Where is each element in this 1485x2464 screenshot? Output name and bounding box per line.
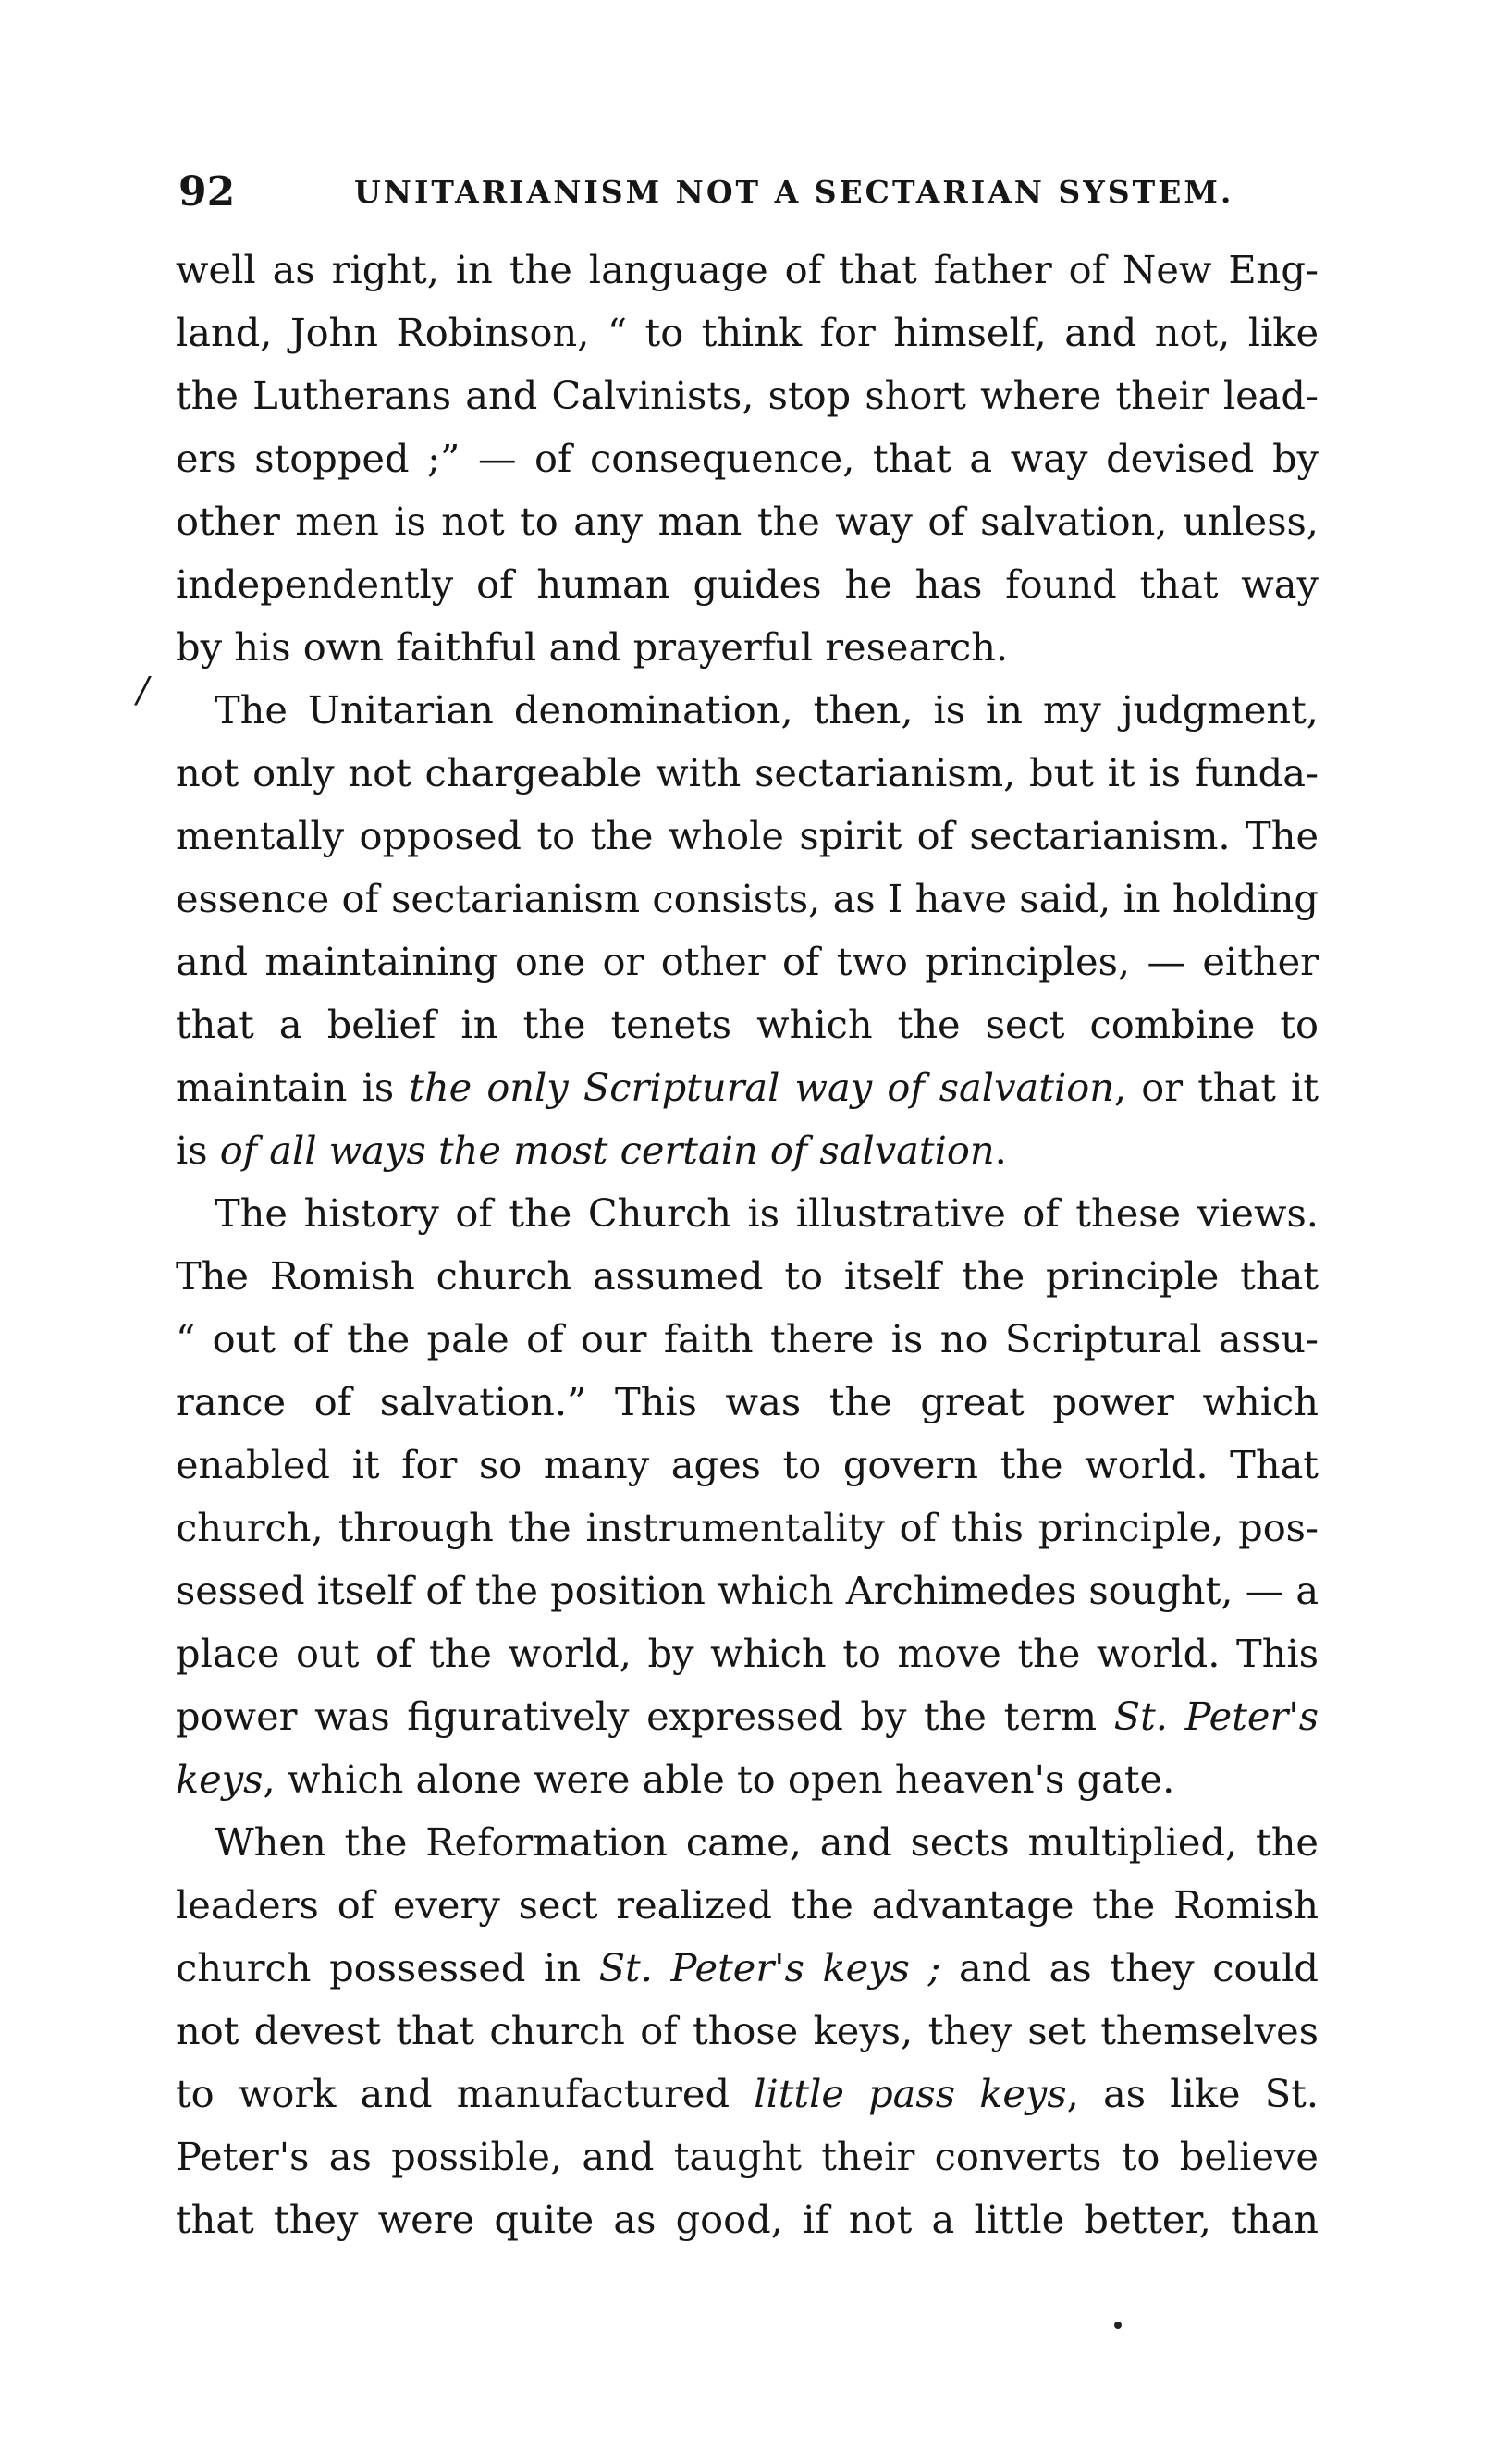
running-head	[178, 165, 1316, 220]
text-line: “ out of the pale of our faith there is no Scriptural assu-	[176, 1316, 1319, 1361]
ink-speck	[1114, 2322, 1122, 2329]
text-line: not devest that church of those keys, they set themselves	[176, 2008, 1319, 2053]
paragraph-first-line: When the Reformation came, and sects multiplied, the	[215, 1819, 1319, 1865]
text-line: that a belief in the tenets which the sect combine to	[176, 1002, 1319, 1047]
page-number: 92	[178, 168, 236, 216]
text-line: independently of human guides he has found that way	[176, 561, 1319, 607]
text-line: maintain is the only Scriptural way of salvation, or that it	[176, 1065, 1319, 1110]
italic-phrase: the only Scriptural way of salvation	[409, 1065, 1114, 1110]
text-line: by his own faithful and prayerful research.	[176, 624, 1009, 670]
text-line: enabled it for so many ages to govern the world. That	[176, 1442, 1319, 1487]
text-line: mentally opposed to the whole spirit of sectarianism. The	[176, 813, 1319, 858]
text-line: land, John Robinson, “ to think for himself, and not, like	[176, 310, 1319, 355]
text-line: sessed itself of the position which Archimedes sought, — a	[176, 1568, 1319, 1613]
text-line: well as right, in the language of that father of New Eng-	[176, 247, 1319, 292]
text-line: The Romish church assumed to itself the principle that	[176, 1253, 1319, 1299]
text-line: is of all ways the most certain of salvation.	[176, 1127, 1007, 1173]
italic-phrase: St. Peter's	[1113, 1694, 1319, 1739]
text-line: to work and manufactured little pass keys, as like St.	[176, 2071, 1319, 2116]
text-line: Peter's as possible, and taught their converts to believe	[176, 2134, 1319, 2179]
paragraph-first-line: The history of the Church is illustrative of these views.	[215, 1190, 1319, 1236]
margin-mark: /	[137, 670, 149, 710]
text-line: that they were quite as good, if not a little better, than	[176, 2197, 1319, 2242]
paragraph-first-line: The Unitarian denomination, then, is in my judgment,	[215, 687, 1319, 733]
text-line: the Lutherans and Calvinists, stop short where their lead-	[176, 373, 1319, 418]
italic-phrase: St. Peter's keys ;	[598, 1945, 941, 1990]
text-line: essence of sectarianism consists, as I have said, in holding	[176, 876, 1319, 921]
text-line: and maintaining one or other of two principles, — either	[176, 939, 1319, 984]
text-line: keys, which alone were able to open heaven's gate.	[176, 1756, 1175, 1802]
text-line: other men is not to any man the way of salvation, unless,	[176, 499, 1319, 544]
text-line: rance of salvation.” This was the great power which	[176, 1379, 1319, 1424]
text-line: ers stopped ;” — of consequence, that a way devised by	[176, 436, 1319, 481]
italic-phrase: little pass keys	[754, 2071, 1067, 2116]
running-title: UNITARIANISM NOT A SECTARIAN SYSTEM.	[354, 174, 1234, 210]
text-line: church, through the instrumentality of this principle, pos-	[176, 1505, 1319, 1550]
text-line: place out of the world, by which to move the world. This	[176, 1631, 1319, 1676]
italic-phrase: of all ways the most certain of salvation	[219, 1127, 995, 1173]
text-line: leaders of every sect realized the advantage the Romish	[176, 1882, 1319, 1928]
text-line: not only not chargeable with sectarianism, but it is funda-	[176, 750, 1319, 795]
text-line: church possessed in St. Peter's keys ; and as they could	[176, 1945, 1319, 1990]
italic-phrase: keys	[176, 1756, 264, 1802]
text-line: power was figuratively expressed by the term St. Peter's	[176, 1694, 1319, 1739]
